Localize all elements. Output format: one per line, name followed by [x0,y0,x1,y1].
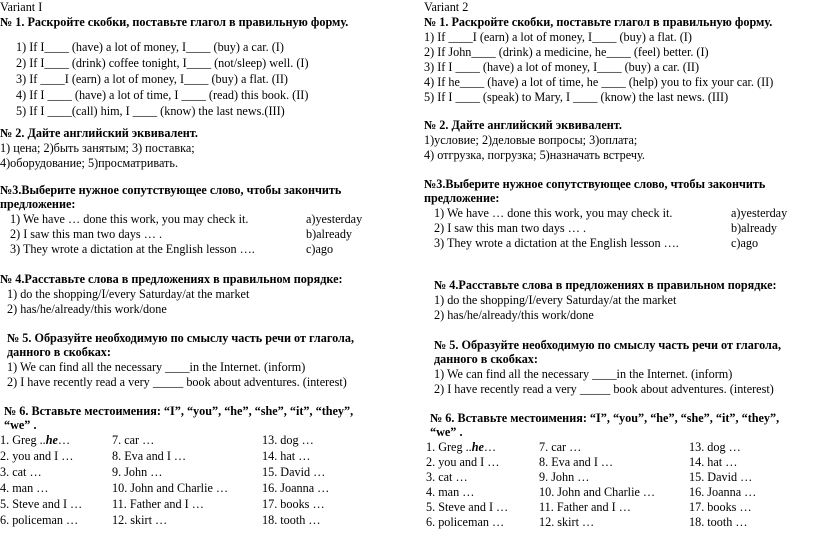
variant-title: Variant 2 [424,0,469,14]
task-6-heading: № 6. Вставьте местоимения: “I”, “you”, “he”, “she”, “it”, “they”, [430,411,780,425]
task-3-heading-cont: предложение: [0,197,76,211]
task-5-item: 1) We can find all the necessary ____in the Internet. (inform) [434,367,733,381]
pronoun-item: 9. John … [539,470,590,484]
task-1-item: 2) If John____ (drink) a medicine, he____ (feel) better. (I) [424,45,709,59]
task-3-sentence: 3) They wrote a dictation at the English lesson …. [10,242,255,256]
pronoun-item: 7. car … [539,440,582,454]
pronoun-item: 4. man … [0,481,49,495]
pronoun-item: 4. man … [426,485,475,499]
pronoun-item: 18. tooth … [262,513,321,527]
pronoun-item: 18. tooth … [689,515,748,529]
task-3-heading-cont: предложение: [424,191,500,205]
pronoun-item: 14. hat … [262,449,311,463]
task-1-item: 1) If I____ (have) a lot of money, I____ (buy) a car. (I) [16,40,284,54]
pronoun-item: 3. cat … [0,465,42,479]
pronoun-item: 2. you and I … [426,455,500,469]
task-3-sentence: 1) We have … done this work, you may check it. [434,206,673,220]
task-5-heading-cont: данного в скобках: [434,352,538,366]
pronoun-item: 13. dog … [689,440,741,454]
task-3-option: c)ago [306,242,334,256]
task-2-line: 1) цена; 2)быть занятым; 3) поставка; [0,141,195,155]
pronoun-item: 13. dog … [262,433,314,447]
task-5-heading-cont: данного в скобках: [7,345,111,359]
task-2-line: 4)оборудование; 5)просматривать. [0,156,178,170]
pronoun-item: 2. you and I … [0,449,74,463]
pronoun-item: 10. John and Charlie … [539,485,656,499]
variant-title: Variant I [0,0,43,14]
pronoun-item: 15. David … [262,465,326,479]
task-3-heading: №3.Выберите нужное сопутствующее слово, чтобы закончить [424,177,766,191]
task-1-item: 5) If I ____(call) him, I ____ (know) the last news.(III) [16,104,285,118]
task-3-heading: №3.Выберите нужное сопутствующее слово, чтобы закончить [0,183,342,197]
task-3-sentence: 2) I saw this man two days … . [434,221,586,235]
task-5-item: 2) I have recently read a very _____ book about adventures. (interest) [434,382,774,396]
pronoun-item: 8. Eva and I … [112,449,187,463]
pronoun-item: 5. Steve and I … [426,500,509,514]
task-3-option: b)already [731,221,778,235]
task-4-heading: № 4.Расставьте слова в предложениях в правильном порядке: [434,278,777,292]
pronoun-item: 17. books … [689,500,752,514]
pronoun-item: 10. John and Charlie … [112,481,229,495]
task-2-line: 4) отгрузка, погрузка; 5)назначать встречу. [424,148,645,162]
task-6-heading: № 6. Вставьте местоимения: “I”, “you”, “he”, “she”, “it”, “they”, [4,404,354,418]
pronoun-answer: he [471,440,484,454]
pronoun-item: 16. Joanna … [689,485,757,499]
task-3-sentence: 2) I saw this man two days … . [10,227,162,241]
pronoun-item: 16. Joanna … [262,481,330,495]
pronoun-item: 3. cat … [426,470,468,484]
task-2-heading: № 2. Дайте английский эквивалент. [0,126,198,140]
task-3-sentence: 3) They wrote a dictation at the English lesson …. [434,236,679,250]
task-1-item: 3) If ____I (earn) a lot of money, I____ (buy) a flat. (II) [16,72,288,86]
pronoun-item: 1. Greg ..he… [426,440,497,454]
task-6-heading-cont: “we” . [4,418,37,432]
pronoun-item: 1. Greg ..he… [0,433,71,447]
task-2-line: 1)условие; 2)деловые вопросы; 3)оплата; [424,133,638,147]
pronoun-item: 14. hat … [689,455,738,469]
task-4-item: 1) do the shopping/I/every Saturday/at the market [7,287,250,301]
task-1-item: 5) If I ____ (speak) to Mary, I ____ (know) the last news. (III) [424,90,729,104]
pronoun-item: 6. policeman … [0,513,79,527]
task-3-option: b)already [306,227,353,241]
pronoun-item: 7. car … [112,433,155,447]
task-5-item: 1) We can find all the necessary ____in the Internet. (inform) [7,360,306,374]
task-5-heading: № 5. Образуйте необходимую по смыслу часть речи от глагола, [434,338,782,352]
task-6-heading-cont: “we” . [430,425,463,439]
pronoun-item: 5. Steve and I … [0,497,83,511]
task-3-option: c)ago [731,236,759,250]
task-3-sentence: 1) We have … done this work, you may check it. [10,212,249,226]
task-4-item: 2) has/he/already/this work/done [7,302,167,316]
task-1-item: 2) If I____ (drink) coffee tonight, I____ (not/sleep) well. (I) [16,56,309,70]
pronoun-item: 17. books … [262,497,325,511]
pronoun-item: 8. Eva and I … [539,455,614,469]
task-1-heading: № 1. Раскройте скобки, поставьте глагол в правильную форму. [0,15,349,29]
task-1-item: 4) If he____ (have) a lot of time, he ____ (help) you to fix your car. (II) [424,75,774,89]
task-2-heading: № 2. Дайте английский эквивалент. [424,118,622,132]
pronoun-item: 11. Father and I … [112,497,204,511]
task-3-option: a)yesterday [306,212,363,226]
pronoun-item: 12. skirt … [539,515,595,529]
task-1-item: 3) If I ____ (have) a lot of money, I____ (buy) a car. (II) [424,60,700,74]
task-1-item: 4) If I ____ (have) a lot of time, I ____ (read) this book. (II) [16,88,309,102]
task-1-item: 1) If ____I (earn) a lot of money, I____ (buy) a flat. (I) [424,30,692,44]
pronoun-item: 11. Father and I … [539,500,631,514]
pronoun-item: 15. David … [689,470,753,484]
task-4-item: 2) has/he/already/this work/done [434,308,594,322]
pronoun-item: 6. policeman … [426,515,505,529]
task-1-heading: № 1. Раскройте скобки, поставьте глагол в правильную форму. [424,15,773,29]
pronoun-item: 12. skirt … [112,513,168,527]
task-3-option: a)yesterday [731,206,788,220]
task-5-item: 2) I have recently read a very _____ book about adventures. (interest) [7,375,347,389]
pronoun-item: 9. John … [112,465,163,479]
pronoun-answer: he [45,433,58,447]
task-4-heading: № 4.Расставьте слова в предложениях в правильном порядке: [0,272,343,286]
task-4-item: 1) do the shopping/I/every Saturday/at the market [434,293,677,307]
task-5-heading: № 5. Образуйте необходимую по смыслу часть речи от глагола, [7,331,355,345]
